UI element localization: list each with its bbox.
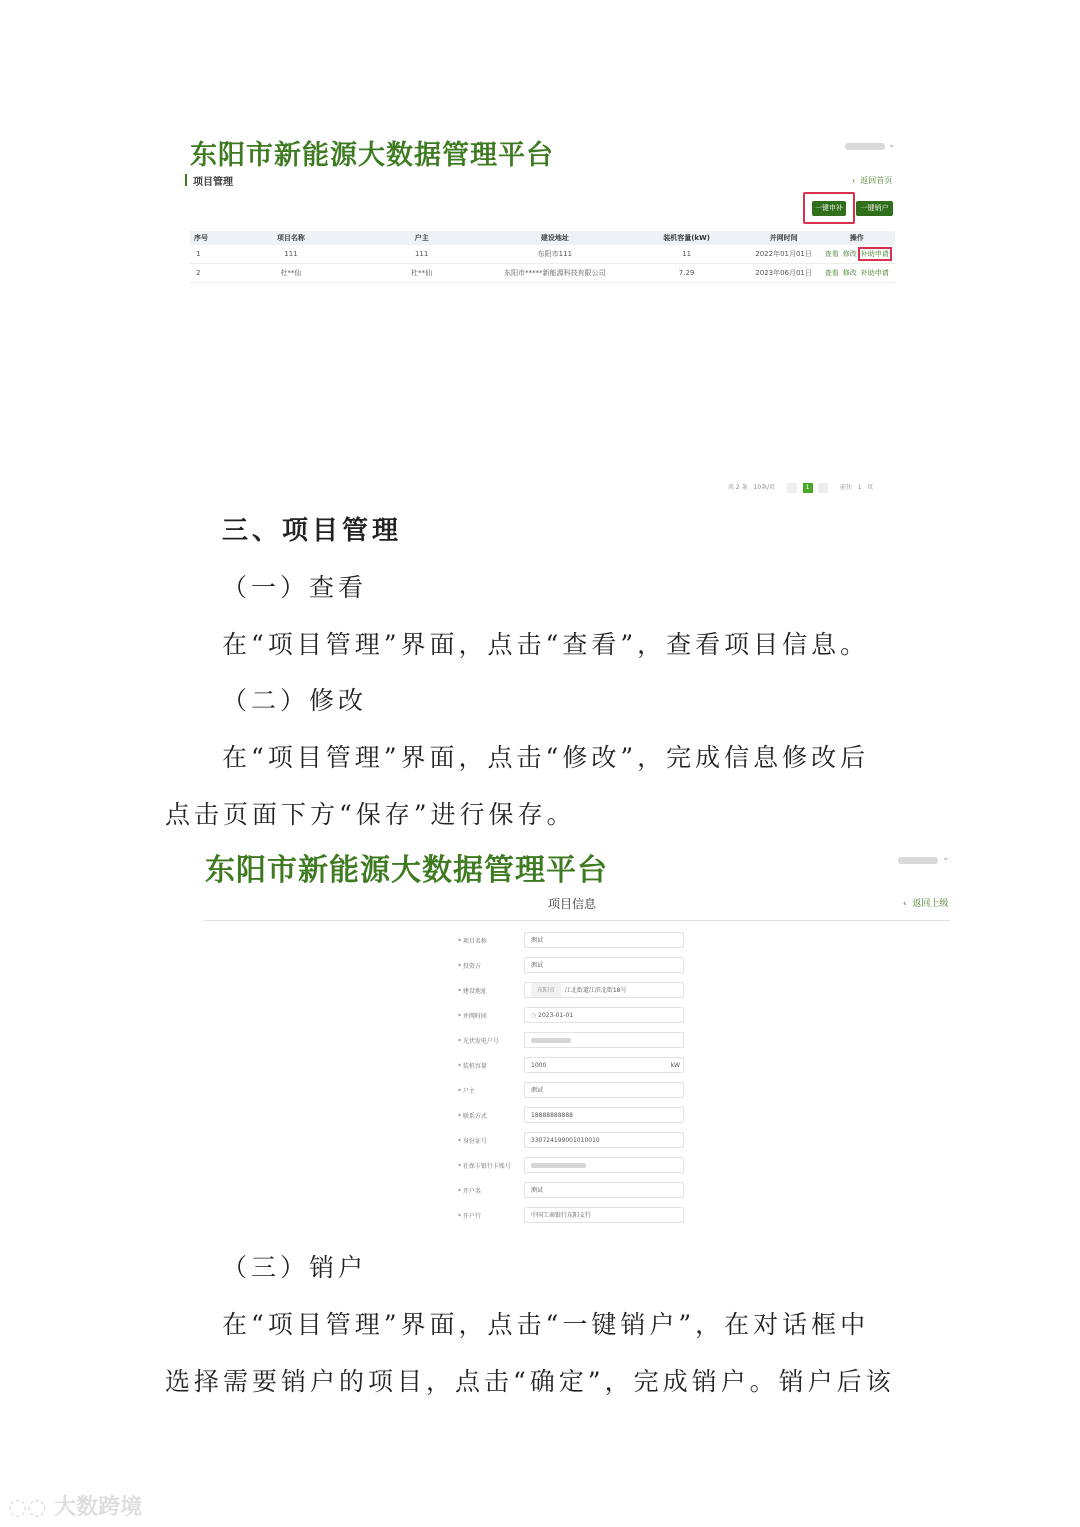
cell-no: 2 (190, 264, 224, 283)
edit-link[interactable]: 修改 (842, 269, 857, 277)
paragraph-cancel-line1: 在“项目管理”界面，点击“一键销户”，在对话框中 (222, 1310, 870, 1339)
section-title: 项目管理 (193, 177, 233, 188)
col-no: 序号 (190, 231, 224, 245)
calendar-icon: ◷ (531, 1012, 537, 1019)
cell-address: 东阳市111 (485, 245, 624, 264)
divider (203, 920, 950, 921)
pager-total: 共 2 条 (728, 484, 748, 491)
heading-project-management: 三、项目管理 (222, 516, 403, 546)
back-home-link[interactable] (852, 175, 892, 186)
cell-name: 111 (224, 245, 358, 264)
page-title: 项目信息 (548, 897, 597, 911)
back-up-label: 返回上级 (912, 899, 949, 909)
label-project-name: * 项目名称 (458, 938, 487, 945)
input-id-number[interactable]: 330724199001010010 (524, 1132, 684, 1148)
col-date: 并网时间 (749, 231, 819, 245)
input-grid-date[interactable] (524, 1007, 684, 1023)
cell-date: 2023年06月01日 (749, 264, 819, 283)
paragraph-edit-line2: 点击页面下方“保存”进行保存。 (165, 800, 576, 829)
subheading-edit: （二）修改 (222, 686, 368, 715)
label-account-name: * 开户名 (458, 1188, 481, 1195)
view-link[interactable]: 查看 (824, 269, 839, 277)
cell-date: 2022年01月01日 (749, 245, 819, 264)
cell-no: 1 (190, 245, 224, 264)
section-marker (185, 174, 187, 186)
paragraph-view: 在“项目管理”界面，点击“查看”，查看项目信息。 (222, 630, 870, 659)
chevron-down-icon[interactable]: ⌄ (888, 140, 896, 150)
col-ops: 操作 (818, 231, 895, 245)
label-owner: * 户主 (458, 1088, 475, 1095)
pagination (728, 482, 873, 493)
watermark-text: 大数跨境 (54, 1495, 143, 1520)
chevron-down-icon[interactable]: ⌄ (942, 853, 950, 863)
input-address[interactable] (524, 982, 684, 998)
cell-owner: 杜**仙 (358, 264, 485, 283)
pager-goto-label: 前往 (839, 484, 852, 491)
highlight-box (803, 192, 855, 224)
col-owner: 户主 (358, 231, 485, 245)
input-account-name[interactable]: 测试 (524, 1182, 684, 1198)
label-pv-account: * 光伏发电户号 (458, 1038, 499, 1045)
redacted-value (531, 1038, 571, 1043)
subheading-cancel: （三）销户 (222, 1253, 368, 1282)
capacity-unit: kW (670, 1062, 680, 1069)
watermark-logo-icon: ◌◌ (8, 1495, 47, 1520)
cell-address: 东阳市*****新能源科技有限公司 (485, 264, 624, 283)
label-capacity: * 装机容量 (458, 1063, 487, 1070)
col-address: 建设地址 (485, 231, 624, 245)
cancel-account-button[interactable]: 一键销户 (856, 201, 893, 216)
user-menu[interactable] (845, 143, 885, 150)
cell-name: 杜**仙 (224, 264, 358, 283)
project-table (190, 231, 895, 283)
col-name: 项目名称 (224, 231, 358, 245)
input-bank[interactable]: 中国工商银行东阳支行 (524, 1207, 684, 1223)
app-title-2: 东阳市新能源大数据管理平台 (205, 853, 608, 888)
edit-link[interactable]: 修改 (842, 250, 857, 258)
input-bank-card[interactable] (524, 1157, 684, 1173)
label-investor: * 投资方 (458, 963, 481, 970)
input-capacity[interactable] (524, 1057, 684, 1073)
input-project-name[interactable]: 测试 (524, 932, 684, 948)
label-address: * 建设地址 (458, 988, 487, 995)
pager-prev-button[interactable] (787, 483, 797, 493)
input-owner[interactable]: 测试 (524, 1082, 684, 1098)
apply-button[interactable]: 一键申补 (812, 201, 846, 216)
capacity-value: 1000 (531, 1062, 547, 1069)
pager-goto-input[interactable]: 1 (857, 484, 862, 491)
redacted-value (531, 1163, 586, 1168)
pager-page-unit: 页 (867, 484, 874, 491)
grid-date-value: 2023-01-01 (538, 1012, 574, 1019)
label-bank: * 开户行 (458, 1213, 481, 1220)
pager-current-page[interactable]: 1 (803, 483, 813, 493)
screenshot-project-list (180, 125, 900, 495)
col-capacity: 装机容量(kW) (624, 231, 748, 245)
chevron-left-icon: ‹ (852, 176, 856, 185)
table-row (190, 245, 895, 264)
label-contact: * 联系方式 (458, 1113, 487, 1120)
cell-owner: 111 (358, 245, 485, 264)
label-bank-card: * 社保卡银行卡账号 (458, 1163, 511, 1170)
cell-capacity: 7.29 (624, 264, 748, 283)
cell-capacity: 11 (624, 245, 748, 264)
pager-next-button[interactable] (818, 483, 828, 493)
view-link[interactable]: 查看 (824, 250, 839, 258)
back-up-link[interactable] (903, 896, 948, 909)
table-row (190, 264, 895, 283)
back-home-label: 返回首页 (860, 176, 893, 185)
label-grid-date: * 并网时间 (458, 1013, 487, 1020)
cell-ops (818, 264, 895, 283)
paragraph-edit-line1: 在“项目管理”界面，点击“修改”，完成信息修改后 (222, 743, 870, 772)
pager-size-select[interactable]: 10条/页 (753, 484, 776, 491)
subheading-view: （一）查看 (222, 573, 368, 602)
chevron-left-icon: ‹ (903, 899, 907, 909)
input-investor[interactable]: 测试 (524, 957, 684, 973)
address-street: 江北街道江滨北街18号 (564, 987, 627, 994)
paragraph-cancel-line2: 选择需要销户的项目，点击“确定”，完成销户。销户后该 (165, 1367, 895, 1396)
cell-ops (818, 245, 895, 264)
app-title: 东阳市新能源大数据管理平台 (190, 140, 554, 171)
watermark (8, 1490, 142, 1521)
subsidy-link[interactable]: 补助申请 (860, 250, 889, 258)
user-menu-2[interactable] (898, 857, 938, 864)
subsidy-link[interactable]: 补助申请 (860, 269, 889, 277)
input-contact[interactable]: 18888888888 (524, 1107, 684, 1123)
label-id-number: * 身份证号 (458, 1138, 487, 1145)
input-pv-account[interactable] (524, 1032, 684, 1048)
address-city-select[interactable]: 东阳市 (531, 983, 561, 998)
